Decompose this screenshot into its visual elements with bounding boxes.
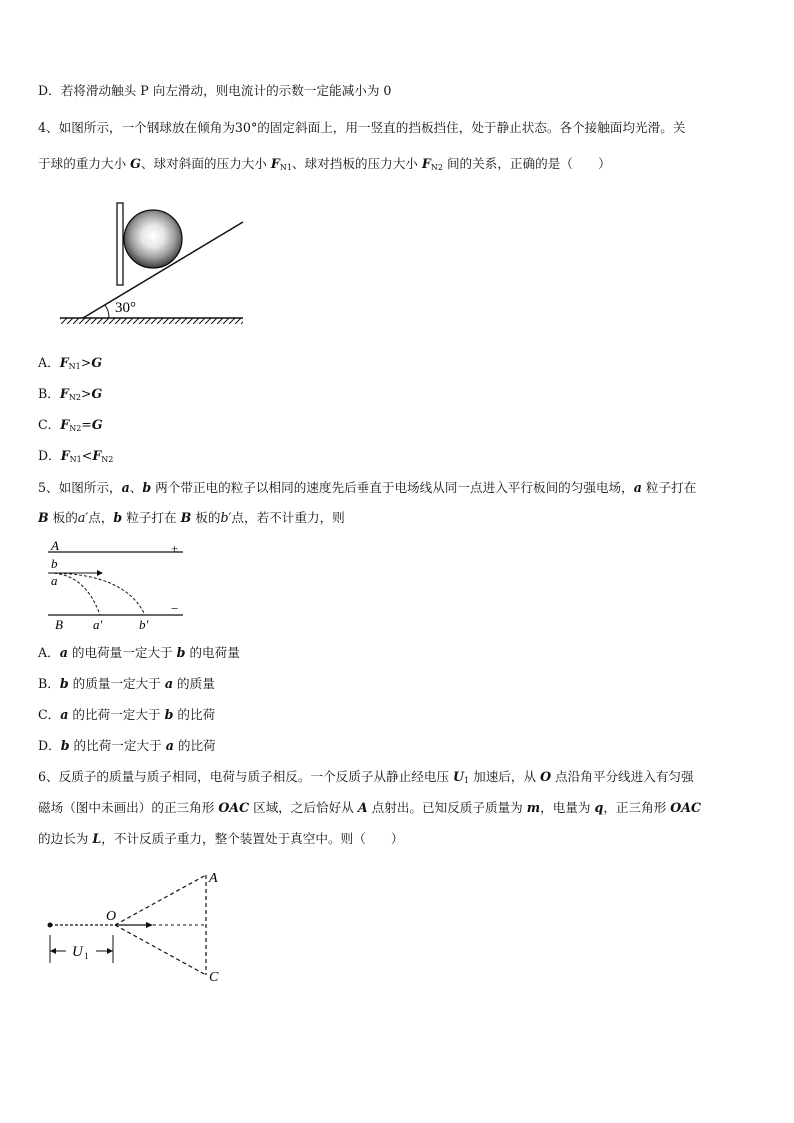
label-c: C [209, 970, 219, 985]
q6-stem-line1: 6、反质子的质量与质子相同，电荷与质子相反。一个反质子从静止经电压 $U_1$ 加速后，从 O 点沿角平分线进入有匀强 [38, 769, 694, 785]
q4-stem-line2: 于球的重力大小 G、球对斜面的压力大小 $F_{N1}$、球对挡板的压力大小 $F_{N2}$ 间的关系，正确的是（ ） [38, 156, 611, 172]
q4-stem-line1: 4、如图所示，一个钢球放在倾角为30°的固定斜面上，用一竖直的挡板挡住，处于静止状态。各个接触面均光滑。关 [38, 120, 686, 135]
q5-figure-parallel-plates [45, 537, 190, 633]
q4-option-c[interactable]: C．$F_{N2}=G$ [38, 417, 103, 433]
q6-stem-line2: 磁场（图中未画出）的正三角形 OAC 区域，之后恰好从 A 点射出。已知反质子质量为 m，电量为 q，正三角形 OAC [38, 800, 702, 815]
voltage-arrowhead-right [107, 948, 113, 954]
vertical-baffle [117, 203, 123, 285]
label-b-prime: b′ [139, 617, 149, 632]
ground-hatch [60, 318, 243, 324]
label-u-sub: 1 [84, 951, 89, 961]
steel-ball [124, 210, 182, 268]
q6-stem-line3: 的边长为 L，不计反质子重力，整个装置处于真空中。则（ ） [38, 831, 404, 846]
label-plate-b: B [55, 617, 63, 632]
q5-stem-line1: 5、如图所示，a、b 两个带正电的粒子以相同的速度先后垂直于电场线从同一点进入平行板间的匀强电场，a 粒子打在 [38, 480, 697, 495]
trajectory-b [49, 573, 145, 615]
label-u: U [72, 944, 83, 960]
side-oc [115, 925, 206, 975]
angle-label: 30° [115, 300, 136, 316]
q4-option-a[interactable]: A．$F_{N1}>G$ [38, 355, 103, 371]
q4-figure-ball-on-incline [55, 198, 250, 328]
label-o: O [106, 909, 117, 924]
q4-option-b[interactable]: B．$F_{N2}>G$ [38, 386, 103, 402]
q4-option-d[interactable]: D．$F_{N1}<F_{N2}$ [38, 448, 114, 464]
label-plate-a: A [51, 538, 59, 553]
q5-option-b[interactable]: B．b 的质量一定大于 a 的质量 [38, 676, 215, 691]
q3-option-d: D．若将滑动触头 P 向左滑动，则电流计的示数一定能减小为 0 [38, 83, 392, 98]
label-a-prime: a′ [93, 617, 103, 632]
voltage-arrowhead-left [50, 948, 56, 954]
entry-arrowhead [146, 922, 153, 928]
q6-figure-triangle-field [40, 862, 240, 990]
label-plus: + [171, 541, 179, 556]
side-oa [115, 875, 206, 925]
label-minus: − [171, 601, 179, 616]
q5-option-d[interactable]: D．b 的比荷一定大于 a 的比荷 [38, 738, 216, 753]
label-a: A [209, 871, 218, 886]
q5-option-c[interactable]: C．a 的比荷一定大于 b 的比荷 [38, 707, 216, 722]
angle-arc [105, 305, 109, 318]
label-a-particle: a [51, 573, 58, 588]
entry-arrowhead [97, 570, 103, 576]
q5-option-a[interactable]: A．a 的电荷量一定大于 b 的电荷量 [38, 645, 240, 660]
q5-stem-line2: B 板的a′点，b 粒子打在 B 板的b′点，若不计重力，则 [38, 510, 345, 525]
label-b-particle: b [51, 556, 58, 571]
